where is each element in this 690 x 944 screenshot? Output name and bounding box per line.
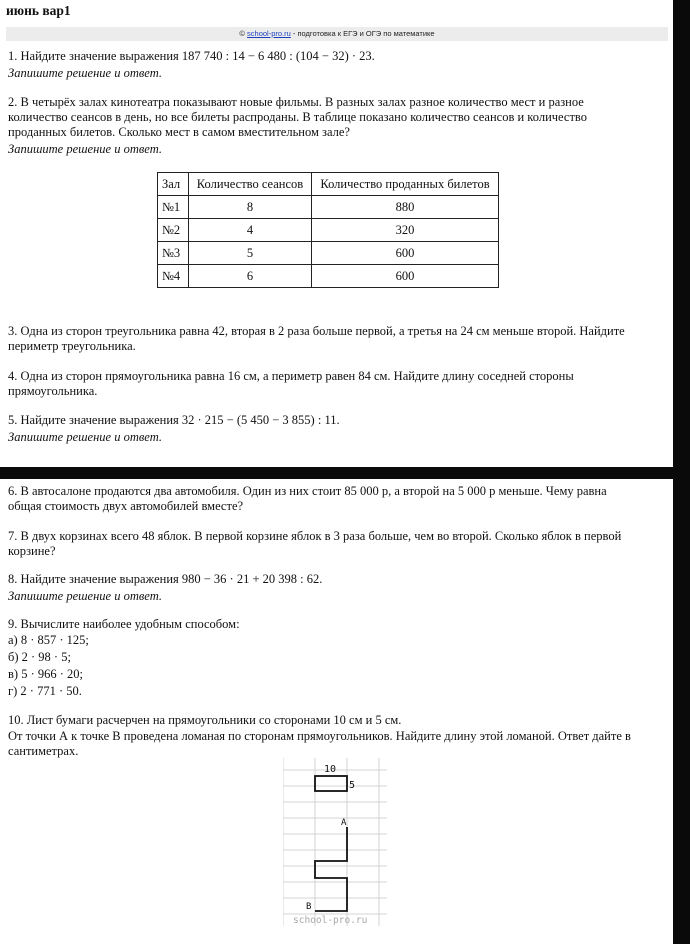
col-header-hall: Зал — [158, 173, 189, 196]
sample-rectangle — [315, 776, 347, 791]
label-height: 5 — [349, 780, 356, 791]
table-row — [158, 219, 499, 242]
source-bar — [6, 27, 668, 41]
task-1-note: Запишите решение и ответ. — [8, 66, 162, 80]
cell-sessions: 8 — [189, 196, 312, 219]
right-dark-bar — [673, 0, 690, 467]
table-row — [158, 196, 499, 219]
task-9-item-a: а) 8 · 857 · 125; — [8, 633, 89, 647]
task-5-text: 5. Найдите значение выражения 32 · 215 − (5 450 − 3 855) : 11. — [8, 413, 340, 427]
cell-tickets: 600 — [312, 242, 499, 265]
broken-line — [315, 827, 347, 911]
cell-tickets: 880 — [312, 196, 499, 219]
task-9-item-d: г) 2 · 771 · 50. — [8, 684, 82, 698]
page-title: июнь вар1 — [6, 3, 71, 18]
halls-table — [157, 172, 499, 288]
task-9-text: 9. Вычислите наиболее удобным способом: — [8, 617, 240, 631]
task-5-note: Запишите решение и ответ. — [8, 430, 162, 444]
source-link[interactable]: school-pro.ru — [247, 29, 291, 38]
task-7-text: 7. В двух корзинах всего 48 яблок. В первой корзине яблок в 3 раза больше, чем во второй. Сколько яблок в первой корзине? — [8, 529, 622, 558]
task-9-item-c: в) 5 · 966 · 20; — [8, 667, 83, 681]
source-prefix: © — [239, 29, 248, 38]
task-2-note: Запишите решение и ответ. — [8, 142, 162, 156]
table-row — [158, 265, 499, 288]
grid-figure — [283, 758, 387, 926]
section-divider — [0, 467, 690, 479]
cell-hall: №2 — [158, 219, 189, 242]
cell-tickets: 320 — [312, 219, 499, 242]
cell-tickets: 600 — [312, 265, 499, 288]
task-8-note: Запишите решение и ответ. — [8, 589, 162, 603]
table-row — [158, 242, 499, 265]
task-8-text: 8. Найдите значение выражения 980 − 36 · 21 + 20 398 : 62. — [8, 572, 323, 586]
watermark: school-pro.ru — [293, 915, 368, 926]
point-a-label: A — [341, 818, 347, 828]
col-header-sessions: Количество сеансов — [189, 173, 312, 196]
task-9-item-b: б) 2 · 98 · 5; — [8, 650, 71, 664]
label-width: 10 — [324, 764, 337, 775]
cell-hall: №1 — [158, 196, 189, 219]
cell-sessions: 5 — [189, 242, 312, 265]
right-dark-bar-lower — [673, 479, 690, 944]
point-b-label: B — [306, 902, 312, 912]
cell-sessions: 4 — [189, 219, 312, 242]
task-3-text: 3. Одна из сторон треугольника равна 42, вторая в 2 раза больше первой, а третья на 24 см меньше второй. Найдите периметр треугольника. — [8, 324, 625, 353]
task-1-text: 1. Найдите значение выражения 187 740 : 14 − 6 480 : (104 − 32) · 23. — [8, 49, 375, 63]
table-header-row — [158, 173, 499, 196]
task-6-text: 6. В автосалоне продаются два автомобиля. Один из них стоит 85 000 р, а второй на 5 000 р меньше. Чему равна общая стоимость двух автомобилей вместе? — [8, 484, 607, 513]
cell-sessions: 6 — [189, 265, 312, 288]
cell-hall: №4 — [158, 265, 189, 288]
grid-lines — [283, 758, 387, 926]
task-2-text: 2. В четырёх залах кинотеатра показывают новые фильмы. В разных залах разное количество мест и разное количество сеансов в день, но все билеты распроданы. В таблице показано количество сеансов и количество проданных билетов. Сколько мест в самом вместительном зале? — [8, 95, 587, 139]
task-10-line-1: 10. Лист бумаги расчерчен на прямоугольники со сторонами 10 см и 5 см. — [8, 713, 402, 727]
cell-hall: №3 — [158, 242, 189, 265]
task-10-line-2: От точки А к точке В проведена ломаная по сторонам прямоугольников. Найдите длину этой ломаной. Ответ дайте в сантиметрах. — [8, 729, 631, 758]
col-header-tickets: Количество проданных билетов — [312, 173, 499, 196]
source-suffix: - подготовка к ЕГЭ и ОГЭ по математике — [290, 29, 435, 38]
task-4-text: 4. Одна из сторон прямоугольника равна 16 см, а периметр равен 84 см. Найдите длину соседней стороны прямоугольника. — [8, 369, 574, 398]
